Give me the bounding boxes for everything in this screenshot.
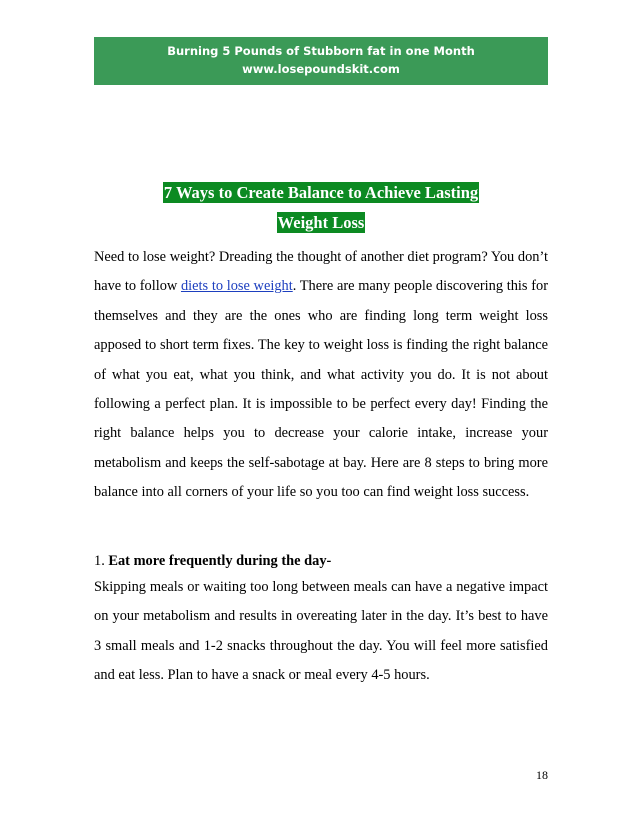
section-1-number: 1. — [94, 553, 109, 569]
section-1-body: Skipping meals or waiting too long between meals can have a negative impact on your metabolism and results in overeating later in the day. It’s best to have 3 small meals and 1-2 snacks throughout the day. You will feel more satisfied and eat less. Plan to have a snack or meal every 4-5 hours. — [94, 579, 548, 684]
header-url: www.losepoundskit.com — [242, 62, 400, 76]
title-highlight-1: 7 Ways to Create Balance to Achieve Lasting — [163, 183, 479, 202]
intro-text-before-link: Need to lose weight? Dreading the thought of another diet program? You don’t have to follow — [94, 249, 548, 295]
diets-link[interactable]: diets to lose weight — [180, 278, 293, 295]
page-number: 18 — [536, 768, 548, 782]
section-1-heading — [94, 547, 331, 576]
header-title: Burning 5 Pounds of Stubborn fat in one Month — [167, 44, 475, 58]
section-1-title: Eat more frequently during the day- — [108, 553, 332, 569]
article-title-line-2 — [94, 206, 548, 240]
article-title-line-1 — [94, 176, 548, 210]
intro-text-after-link: . There are many people discovering this for themselves and they are the ones who are finding long term weight loss apposed to short term fixes. The key to weight loss is finding the right balance of what you eat, what you think, and what activity you do. It is not about following a perfect plan. It is impossible to be perfect every day! Finding the right balance helps you to decrease your calorie intake, increase your metabolism and keeps the self-sabotage at bay. Here are 8 steps to bring more balance into all corners of your life so you too can find weight loss success. — [94, 278, 548, 501]
intro-paragraph — [94, 243, 548, 508]
title-highlight-2: Weight Loss — [277, 213, 365, 232]
header-banner — [94, 37, 548, 85]
